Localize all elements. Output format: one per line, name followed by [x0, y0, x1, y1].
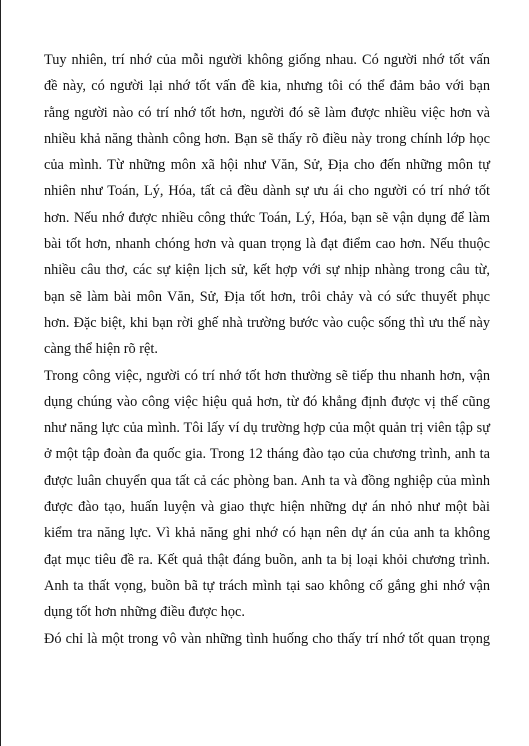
- text-line: đạt mục tiêu đề ra. Kết quả thật đáng buồn, anh ta bị loại khỏi chương trình.: [44, 551, 490, 568]
- text-line: được luân chuyển qua tất cả các phòng ban. Anh ta và đồng nghiệp của mình: [44, 472, 490, 489]
- text-line: đề này, có người lại nhớ tốt vấn đề kia, nhưng tôi có thể đảm bảo với bạn: [44, 78, 490, 95]
- document-body: [44, 47, 490, 652]
- text-line: dụng tốt hơn những điều được học.: [44, 604, 245, 621]
- text-line: càng thể hiện rõ rệt.: [44, 341, 158, 358]
- page-left-border: [0, 0, 1, 746]
- text-line: Trong công việc, người có trí nhớ tốt hơn thường sẽ tiếp thu nhanh hơn, vận: [44, 367, 490, 384]
- text-line: nhiều câu thơ, các sự kiện lịch sử, kết hợp với sự nhịp nhàng trong câu từ,: [44, 262, 490, 279]
- text-line: bài tốt hơn, nhanh chóng hơn và quan trọng là đạt điểm cao hơn. Nếu thuộc: [44, 236, 490, 253]
- text-line: như năng lực của mình. Tôi lấy ví dụ trường hợp của một quản trị viên tập sự: [44, 420, 490, 437]
- text-line: dụng chúng vào công việc hiệu quả hơn, từ đó khẳng định được vị thế cũng: [44, 393, 490, 410]
- text-line: nhiều khả năng thành công hơn. Bạn sẽ thấy rõ điều này trong chính lớp học: [44, 130, 490, 147]
- paragraph-2: [44, 363, 490, 626]
- paragraph-1: [44, 47, 490, 363]
- text-line: của mình. Từ những môn xã hội như Văn, Sử, Địa cho đến những môn tự: [44, 157, 490, 174]
- text-line: hơn. Nếu nhớ được nhiều công thức Toán, Lý, Hóa, bạn sẽ vận dụng để làm: [44, 209, 490, 226]
- text-line: Đó chỉ là một trong vô vàn những tình huống cho thấy trí nhớ tốt quan trọng: [44, 630, 490, 647]
- text-line: rằng người nào có trí nhớ tốt hơn, người đó sẽ làm được nhiều việc hơn và: [44, 104, 490, 121]
- text-line: Tuy nhiên, trí nhớ của mỗi người không giống nhau. Có người nhớ tốt vấn: [44, 52, 490, 68]
- text-line: được đào tạo, huấn luyện và giao thực hiện những dự án nhỏ như một bài: [44, 499, 490, 516]
- text-line: ở một tập đoàn đa quốc gia. Trong 12 tháng đào tạo của chương trình, anh ta: [44, 446, 490, 463]
- text-line: kiểm tra năng lực. Vì khả năng ghi nhớ có hạn nên dự án của anh ta không: [44, 525, 490, 542]
- text-line: hơn. Đặc biệt, khi bạn rời ghế nhà trường bước vào cuộc sống thì ưu thế này: [44, 314, 490, 331]
- text-line: Anh ta thất vọng, buồn bã tự trách mình tại sao không cố gắng ghi nhớ vận: [44, 577, 490, 594]
- text-line: bạn sẽ làm bài môn Văn, Sử, Địa tốt hơn, trôi chảy và có sức thuyết phục: [44, 288, 490, 305]
- paragraph-3: [44, 626, 490, 652]
- text-line: nhiên như Toán, Lý, Hóa, tất cả đều dành sự ưu ái cho người có trí nhớ tốt: [44, 183, 490, 200]
